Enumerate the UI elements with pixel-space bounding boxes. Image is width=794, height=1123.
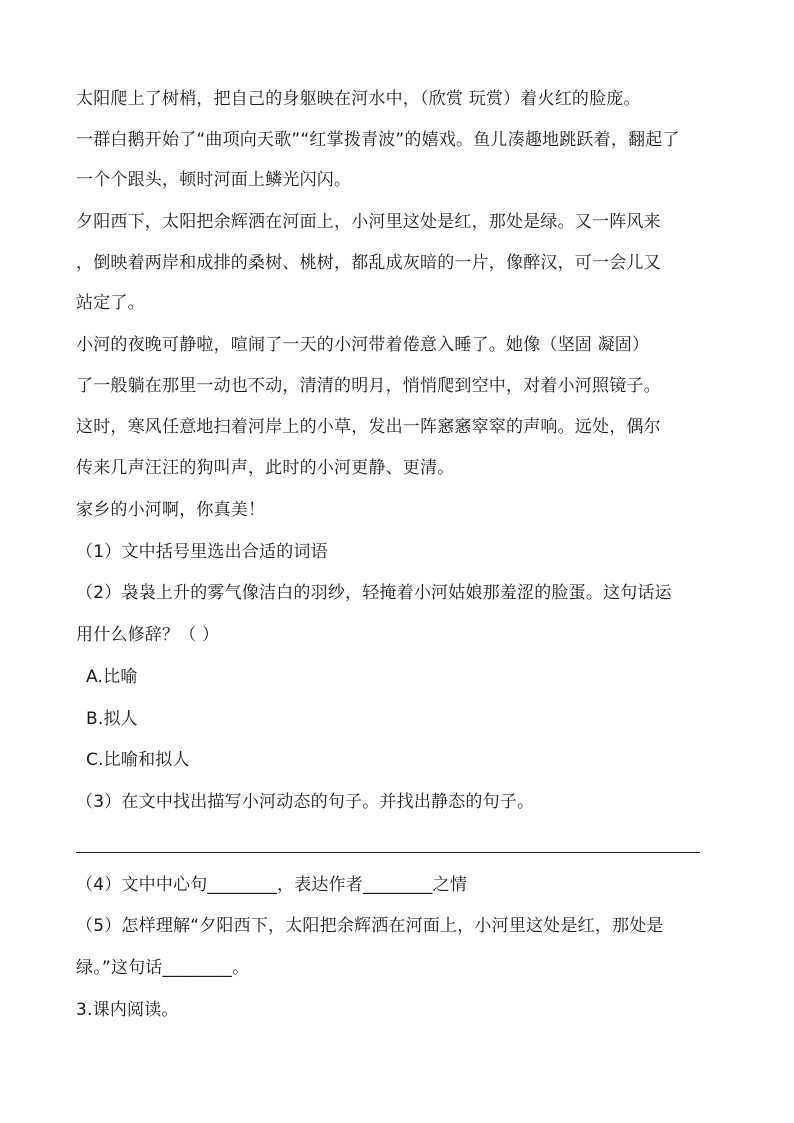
passage-p1-line1: 太阳爬上了树梢，把自己的身躯映在河水中，（欣赏 玩赏）着火红的脸庞。 [76,89,641,109]
question-5-line2: 绿。”这句话________。 [76,958,250,978]
question-3: （3）在文中找出描写小河动态的句子。并找出静态的句子。 [76,792,535,812]
question-4: （4）文中中心句________，表达作者________之情 [76,875,468,895]
passage-p3-line4: 传来几声汪汪的狗叫声，此时的小河更静、更清。 [76,458,455,478]
question-2-option-c: C.比喻和拟人 [86,750,190,770]
answer-line [76,852,700,853]
passage-p1-line3: 一个个跟头，顿时河面上鳞光闪闪。 [76,170,352,190]
section-title: 3.课内阅读。 [76,1000,179,1020]
passage-p1-line2: 一群白鹅开始了“曲项向天歌”“红掌拨青波”的嬉戏。鱼儿凑趣地跳跃着，翻起了 [76,130,680,150]
question-2-line1: （2）袅袅上升的雾气像洁白的羽纱，轻掩着小河姑娘那羞涩的脸蛋。这句话运 [76,583,672,603]
passage-p3-line3: 这时，寒风任意地扫着河岸上的小草，发出一阵窸窸窣窣的声响。远处，偶尔 [76,417,661,437]
question-2-option-a: A.比喻 [86,667,138,687]
passage-p4: 家乡的小河啊，你真美！ [76,500,266,520]
passage-p2-line1: 夕阳西下，太阳把余辉洒在河面上，小河里这处是红，那处是绿。又一阵风来 [76,212,661,232]
question-2-line2: 用什么修辞？（ ） [76,625,220,645]
passage-p3-line2: 了一般躺在那里一动也不动，清清的明月，悄悄爬到空中，对着小河照镜子。 [76,376,661,396]
passage-p2-line2: ，倒映着两岸和成排的桑树、桃树，都乱成灰暗的一片，像醉汉，可一会儿又 [76,253,661,273]
question-1: （1）文中括号里选出合适的词语 [76,542,328,562]
passage-p3-line1: 小河的夜晚可静啦，喧闹了一天的小河带着倦意入睡了。她像（坚固 凝固） [76,335,650,355]
question-5-line1: （5）怎样理解“夕阳西下，太阳把余辉洒在河面上，小河里这处是红，那处是 [76,916,664,936]
passage-p2-line3: 站定了。 [76,293,145,313]
question-2-option-b: B.拟人 [86,709,138,729]
